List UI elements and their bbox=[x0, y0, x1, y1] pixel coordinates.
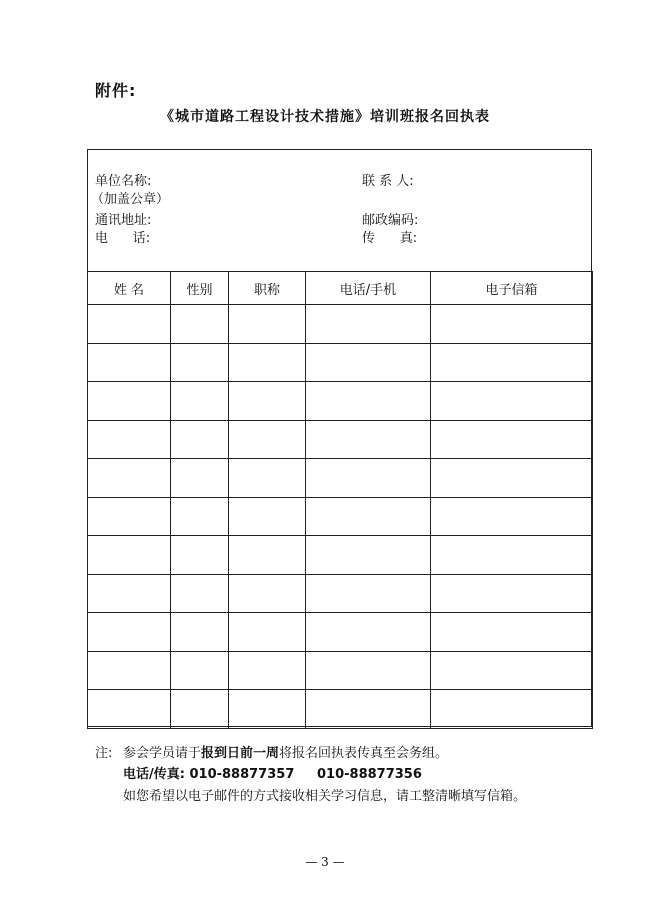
phone-cell[interactable] bbox=[306, 382, 431, 421]
header-title: 职称 bbox=[229, 272, 306, 305]
note-line-1-end: 将报名回执表传真至会务组。 bbox=[279, 746, 449, 761]
email-cell[interactable] bbox=[431, 497, 593, 536]
title-cell[interactable] bbox=[229, 420, 306, 459]
email-cell[interactable] bbox=[431, 420, 593, 459]
phone-cell[interactable] bbox=[306, 305, 431, 344]
table-row bbox=[88, 459, 593, 498]
title-cell[interactable] bbox=[229, 382, 306, 421]
seal-note: （加盖公章） bbox=[91, 192, 170, 207]
name-cell[interactable] bbox=[88, 574, 171, 613]
gender-cell[interactable] bbox=[171, 651, 229, 690]
page-number: — 3 — bbox=[305, 855, 345, 869]
gender-cell[interactable] bbox=[171, 497, 229, 536]
email-cell[interactable] bbox=[431, 613, 593, 652]
table-row bbox=[88, 497, 593, 536]
gender-cell[interactable] bbox=[171, 536, 229, 575]
email-cell[interactable] bbox=[431, 690, 593, 729]
phone-cell[interactable] bbox=[306, 536, 431, 575]
note-phone-fax: 电话/传真: 010-88877357 010-88877356 bbox=[123, 767, 422, 782]
name-cell[interactable] bbox=[88, 305, 171, 344]
note-prefix: 注: bbox=[95, 746, 113, 761]
header-name: 姓 名 bbox=[88, 272, 171, 305]
name-cell[interactable] bbox=[88, 536, 171, 575]
phone-cell[interactable] bbox=[306, 651, 431, 690]
title-cell[interactable] bbox=[229, 651, 306, 690]
table-row bbox=[88, 305, 593, 344]
email-cell[interactable] bbox=[431, 651, 593, 690]
title-cell[interactable] bbox=[229, 497, 306, 536]
name-cell[interactable] bbox=[88, 420, 171, 459]
phone-cell[interactable] bbox=[306, 420, 431, 459]
table-row bbox=[88, 690, 593, 729]
gender-cell[interactable] bbox=[171, 690, 229, 729]
title-cell[interactable] bbox=[229, 459, 306, 498]
fax-label: 传 真: bbox=[362, 231, 418, 246]
gender-cell[interactable] bbox=[171, 613, 229, 652]
title-cell[interactable] bbox=[229, 574, 306, 613]
table-row bbox=[88, 420, 593, 459]
note-line-3: 如您希望以电子邮件的方式接收相关学习信息，请工整清晰填写信箱。 bbox=[123, 789, 527, 804]
email-cell[interactable] bbox=[431, 343, 593, 382]
name-cell[interactable] bbox=[88, 651, 171, 690]
phone-cell[interactable] bbox=[306, 459, 431, 498]
name-cell[interactable] bbox=[88, 613, 171, 652]
note-line-1-emphasis: 报到日前一周 bbox=[201, 746, 280, 761]
title-cell[interactable] bbox=[229, 690, 306, 729]
attachment-label: 附件: bbox=[95, 81, 137, 100]
gender-cell[interactable] bbox=[171, 459, 229, 498]
gender-cell[interactable] bbox=[171, 382, 229, 421]
title-cell[interactable] bbox=[229, 536, 306, 575]
header-phone: 电话/手机 bbox=[306, 272, 431, 305]
email-cell[interactable] bbox=[431, 574, 593, 613]
table-row bbox=[88, 651, 593, 690]
phone-cell[interactable] bbox=[306, 690, 431, 729]
header-email: 电子信箱 bbox=[431, 272, 593, 305]
name-cell[interactable] bbox=[88, 382, 171, 421]
email-cell[interactable] bbox=[431, 382, 593, 421]
name-cell[interactable] bbox=[88, 497, 171, 536]
table-row bbox=[88, 536, 593, 575]
phone-cell[interactable] bbox=[306, 613, 431, 652]
title-cell[interactable] bbox=[229, 613, 306, 652]
registration-table bbox=[87, 271, 593, 729]
name-cell[interactable] bbox=[88, 690, 171, 729]
table-row bbox=[88, 343, 593, 382]
phone-label: 电 话: bbox=[95, 231, 151, 246]
gender-cell[interactable] bbox=[171, 305, 229, 344]
contact-label: 联 系 人: bbox=[362, 174, 414, 189]
form-title: 《城市道路工程设计技术措施》培训班报名回执表 bbox=[160, 109, 490, 125]
table-header-row bbox=[88, 272, 593, 305]
phone-cell[interactable] bbox=[306, 497, 431, 536]
phone-cell[interactable] bbox=[306, 574, 431, 613]
phone-cell[interactable] bbox=[306, 343, 431, 382]
note-line-1 bbox=[123, 744, 448, 764]
name-cell[interactable] bbox=[88, 343, 171, 382]
gender-cell[interactable] bbox=[171, 574, 229, 613]
gender-cell[interactable] bbox=[171, 343, 229, 382]
postcode-label: 邮政编码: bbox=[362, 213, 419, 228]
gender-cell[interactable] bbox=[171, 420, 229, 459]
note-line-1-start: 参会学员请于 bbox=[123, 746, 202, 761]
address-label: 通讯地址: bbox=[95, 213, 152, 228]
name-cell[interactable] bbox=[88, 459, 171, 498]
title-cell[interactable] bbox=[229, 343, 306, 382]
note-line-2 bbox=[123, 765, 422, 785]
title-cell[interactable] bbox=[229, 305, 306, 344]
unit-name-label: 单位名称: bbox=[95, 174, 152, 189]
email-cell[interactable] bbox=[431, 305, 593, 344]
email-cell[interactable] bbox=[431, 536, 593, 575]
header-gender: 性别 bbox=[171, 272, 229, 305]
email-cell[interactable] bbox=[431, 459, 593, 498]
table-row bbox=[88, 574, 593, 613]
table-row bbox=[88, 382, 593, 421]
table-row bbox=[88, 613, 593, 652]
